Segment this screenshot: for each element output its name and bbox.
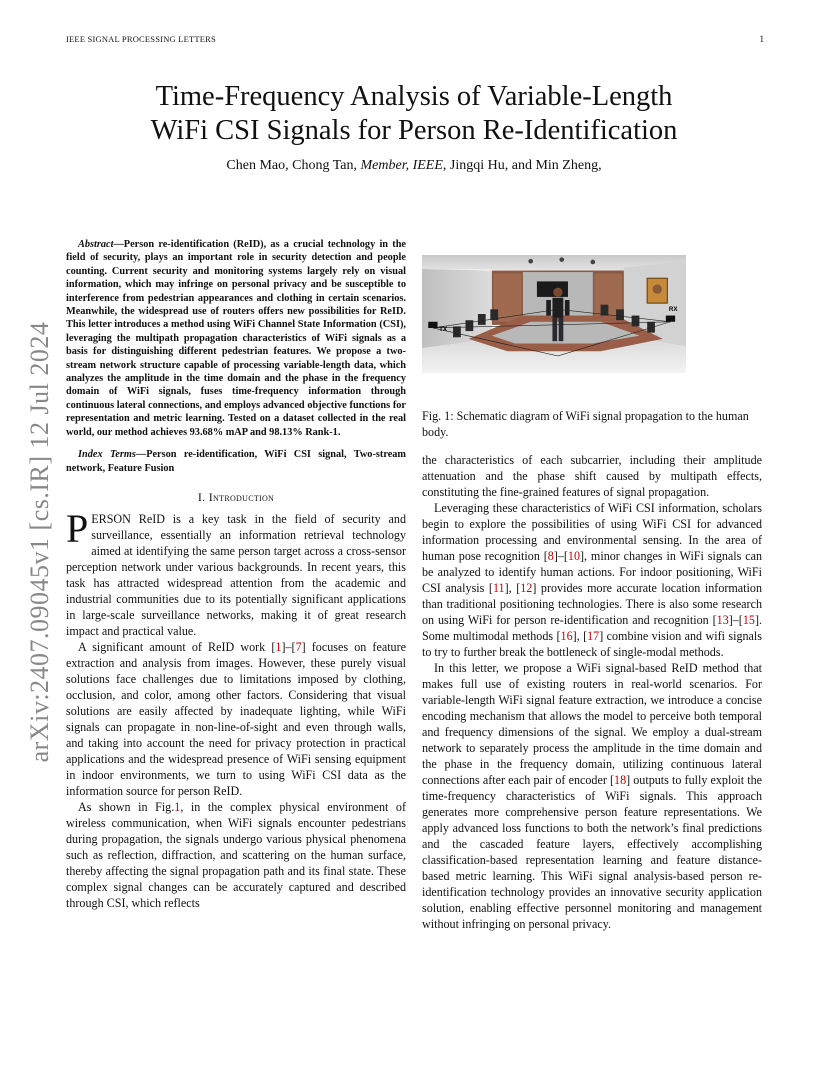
text-span: ] focuses on feature extraction and analysis from images. However, these purely visual solutions face challenges due to limitations imposed by clothing, occlusion, and color, among other factors. Considering that visual solutions are easily affected by inadequate lighting, while WiFi signals can propagate in non-line-of-sight and even through walls, and taking into account the need for privacy protection in practical applications and the widespread presence of WiFi sensing equipment in indoor environments, we turn to using WiFi CSI data as the information source for person ReID. <box>66 639 406 798</box>
authors-part-2: , Jingqi Hu, and Min Zheng, <box>442 158 602 173</box>
page-number: 1 <box>759 34 764 44</box>
citation-link-1[interactable]: 1 <box>275 639 282 654</box>
right-paragraph-1: the characteristics of each subcarrier, including their amplitude attenuation and the phase shift caused by multipath effects, constituting the fine-grained features of signal propagation. <box>422 453 762 499</box>
citation-link-11[interactable]: 11 <box>492 581 505 595</box>
text-span: ]. Some multimodal methods [ <box>422 613 762 643</box>
citation-link-17[interactable]: 17 <box>587 629 600 643</box>
member-ieee: Member, IEEE <box>360 158 443 173</box>
text-span: ], minor changes in WiFi signals can be analyzed to identify human actions. For indoor positioning, WiFi CSI analysis [ <box>422 549 762 595</box>
drop-cap: P <box>66 505 89 551</box>
ceiling-light <box>590 260 595 265</box>
intro-paragraph-1 <box>66 505 406 639</box>
text-span: Leveraging these characteristics of WiFi CSI information, scholars begin to explore the possibilities of using WiFi CSI for advanced information processing and environmental sensing. In the area of human pose recognition [ <box>422 501 762 563</box>
text-span: As shown in Fig. <box>78 799 175 814</box>
figure-1-scene <box>422 238 686 390</box>
running-header: IEEE SIGNAL PROCESSING LETTERS <box>66 34 216 44</box>
section-title: Introduction <box>208 489 275 504</box>
paper-title <box>40 80 788 148</box>
title-line-2: WiFi CSI Signals for Person Re-Identification <box>150 115 678 146</box>
citation-link-10[interactable]: 10 <box>567 549 581 563</box>
figure-1-caption: Fig. 1: Schematic diagram of WiFi signal propagation to the human body. <box>422 409 749 439</box>
text-span: ]–[ <box>281 639 296 654</box>
index-terms <box>66 448 406 475</box>
tx-router-icon <box>428 322 437 328</box>
citation-link-12[interactable]: 12 <box>520 581 533 595</box>
text-span: ]–[ <box>553 549 568 563</box>
text-span: ] combine vision and wifi signals to try to further break the bottleneck of single-modal methods. <box>422 629 762 659</box>
citation-link-18[interactable]: 18 <box>614 773 627 787</box>
intro-paragraph-2 <box>66 639 406 799</box>
intro-p1-text: ReID is a key task in the field of security and surveillance, essentially an information retrieval technology aimed at identifying the same person target across a cross-sensor perception network under various backgrounds. In recent years, this task has attracted widespread attention from the academic and industrial communities due to its potentially significant applications in large-scale surveillance networks, making it of great research impact and practical value. <box>66 511 406 638</box>
text-span: ] provides more accurate location information than traditional positioning technologies. There is also some research on using WiFi for person re-identification and recognition [ <box>422 581 762 627</box>
index-terms-label: Index Terms <box>78 449 136 461</box>
arxiv-identifier: arXiv:2407.09045v1 [cs.IR] 12 Jul 2024 <box>25 321 54 763</box>
tx-label: TX <box>439 326 448 334</box>
intro-paragraph-3 <box>66 799 406 911</box>
ceiling-light <box>528 259 533 264</box>
section-number: I. <box>197 489 209 504</box>
text-span: A significant amount of ReID work [ <box>78 639 276 654</box>
citation-link-16[interactable]: 16 <box>560 629 573 643</box>
text-span: ] outputs to fully exploit the time-frequency characteristics of WiFi signals. This approach generates more comprehensive person feature representations. We apply advanced loss functions to both the network’s final predictions and the cascaded feature layers, effectively accomplishing classification-based representation learning and feature distance-based metric learning. This WiFi signal analysis-based person re-identification technology provides an innovative security application solution, enabling effective personnel monitoring and management without infringing on personal privacy. <box>422 773 762 931</box>
authors <box>40 158 788 174</box>
text-span: , in the complex physical environment of wireless communication, when WiFi signals encounter pedestrians during propagation, the signals undergo various physical phenomena such as reflection, diffraction, and scattering on the human surface, thereby affecting the signal propagation path and its final state. These complex signal changes can be accurately captured and described through CSI, which reflects <box>66 799 407 910</box>
portrait-face <box>653 284 662 293</box>
citation-link-15[interactable]: 15 <box>742 613 755 627</box>
text-span: In this letter, we propose a WiFi signal-based ReID method that makes full use of existing routers in real-world scenarios. For variable-length WiFi signal feature extraction, we introduce a concise encoding mechanism that allows the model to perceive both temporal and frequency dimensions of the signal. We employ a dual-stream network to separately process the amplitude in the time domain and the phase in the frequency domain, utilizing continuous lateral connections after each pair of encoder [ <box>422 661 762 787</box>
abstract-text: —Person re-identification (ReID), as a crucial technology in the field of security, plays an important role in security detection and people counting. Current security and monitoring systems largely rely on visual information, which may infringe on personal privacy and be susceptible to interference from pedestrian appearances and clothing in certain scenarios. Meanwhile, the widespread use of routers offers new possibilities for ReID. This letter introduces a method using WiFi Channel State Information (CSI), leveraging the multipath propagation characteristics of WiFi signals as a basis for distinguishing different pedestrian features. We propose a two-stream network structure capable of processing variable-length data, which analyzes the amplitude in the time domain and the phase in the frequency domain of WiFi signals, fuses time-frequency information through continuous lateral connections, and employs advanced objective functions for representation and metric learning. Tested on a dataset collected in the real world, our method achieves 93.68% mAP and 98.13% Rank-1. <box>66 239 406 438</box>
authors-part-1: Chen Mao, Chong Tan, <box>226 158 361 173</box>
citation-link-8[interactable]: 8 <box>547 549 554 563</box>
right-column <box>422 238 762 932</box>
arxiv-sidebar <box>20 312 60 772</box>
abstract <box>66 238 406 439</box>
intro-first-word: ERSON <box>91 511 131 526</box>
title-line-1: Time-Frequency Analysis of Variable-Length <box>155 81 673 112</box>
ceiling-light <box>559 257 564 262</box>
rx-label: RX <box>668 305 678 313</box>
citation-link-13[interactable]: 13 <box>716 613 729 627</box>
tv-screen <box>537 281 568 297</box>
left-column <box>66 238 406 911</box>
figure-link-1[interactable]: 1 <box>174 799 181 814</box>
text-span: ]–[ <box>728 613 743 627</box>
text-span: ], [ <box>504 581 521 595</box>
section-heading-introduction <box>66 489 406 505</box>
index-terms-text: —Person re-identification, WiFi CSI signal, Two-stream network, Feature Fusion <box>66 449 406 474</box>
abstract-label: Abstract <box>78 239 114 250</box>
citation-link-7[interactable]: 7 <box>295 639 302 654</box>
rx-router-icon <box>666 316 675 322</box>
right-paragraph-3 <box>422 660 762 932</box>
right-paragraph-2 <box>422 500 762 660</box>
text-span: ], [ <box>572 629 588 643</box>
